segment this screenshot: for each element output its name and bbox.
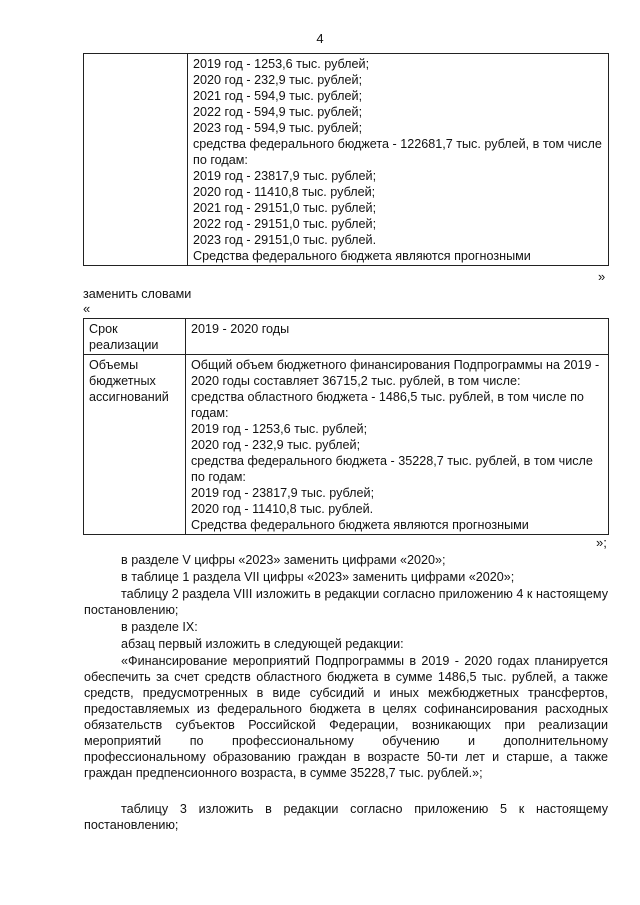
close-quote-semicolon: »; (596, 535, 607, 550)
funds-row: Общий объем бюджетного финансирования Подпрограммы на 2019 - 2020 годы составляет 36715,2 тыс. рублей, в том числе: (191, 358, 600, 388)
funds-row: 2020 год - 232,9 тыс. рублей; (191, 438, 361, 452)
paragraph-section-ix: в разделе IX: (121, 620, 198, 634)
funds-row: 2020 год - 11410,8 тыс. рублей. (191, 502, 374, 516)
old-row: 2023 год - 594,9 тыс. рублей; (193, 121, 363, 135)
old-row: Средства федерального бюджета являются прогнозными (193, 249, 531, 263)
funds-row: средства областного бюджета - 1486,5 тыс. рублей, в том числе по годам: (191, 390, 584, 420)
old-row: 2020 год - 232,9 тыс. рублей; (193, 73, 363, 87)
old-row: 2019 год - 1253,6 тыс. рублей; (193, 57, 370, 71)
old-row: 2020 год - 11410,8 тыс. рублей; (193, 185, 376, 199)
open-quote: « (83, 301, 91, 316)
paragraph-financing: «Финансирование мероприятий Подпрограммы в 2019 - 2020 годах планируется обеспечить за счет средств областного бюджета в сумме 1486,5 тыс. рублей, а также средств, предусмотренных в виде субсидий и иных межбюджетных трансфертов, предоставляемых из федерального бюджета в целях софинансирования расходных обязательств субъектов Российской Федерации, возникающих при реализации мероприятий по профессиональному обучению и дополнительному профессиональному образованию граждан в возрасте 50-ти лет и старше, а также граждан предпенсионного возраста, в сумме 35228,7 тыс. рублей.»; (84, 654, 608, 780)
old-row: средства федерального бюджета - 122681,7 тыс. рублей, в том числе по годам: (193, 137, 602, 167)
old-row: 2022 год - 594,9 тыс. рублей; (193, 105, 363, 119)
replace-words: заменить словами (83, 287, 192, 301)
funds-label-cell: Объемы бюджетных ассигнований (84, 355, 186, 535)
old-row: 2022 год - 29151,0 тыс. рублей; (193, 217, 377, 231)
paragraph-section-v: в разделе V цифры «2023» заменить цифрами «2020»; (121, 553, 446, 567)
paragraph-table-1: в таблице 1 раздела VII цифры «2023» заменить цифрами «2020»; (121, 570, 515, 584)
page-number: 4 (316, 31, 324, 46)
old-row: 2019 год - 23817,9 тыс. рублей; (193, 169, 377, 183)
paragraph-table-2: таблицу 2 раздела VIII изложить в редакции согласно приложению 4 к настоящему постановлению; (84, 587, 608, 617)
old-row: 2023 год - 29151,0 тыс. рублей. (193, 233, 377, 247)
funds-row: 2019 год - 23817,9 тыс. рублей; (191, 486, 375, 500)
funds-value-cell (186, 355, 609, 535)
funds-row: Средства федерального бюджета являются прогнозными (191, 518, 529, 532)
paragraph-table-3: таблицу 3 изложить в редакции согласно приложению 5 к настоящему постановлению; (84, 802, 608, 832)
old-table-label-cell (84, 54, 188, 266)
old-row: 2021 год - 29151,0 тыс. рублей; (193, 201, 377, 215)
funds-row: средства федерального бюджета - 35228,7 тыс. рублей, в том числе по годам: (191, 454, 593, 484)
old-table-value-cell (188, 54, 609, 266)
old-passport-table (83, 53, 609, 266)
new-passport-table (83, 318, 609, 535)
term-label-cell: Срок реализации (84, 319, 186, 355)
funds-row: 2019 год - 1253,6 тыс. рублей; (191, 422, 368, 436)
old-row: 2021 год - 594,9 тыс. рублей; (193, 89, 363, 103)
paragraph-first-abzac: абзац первый изложить в следующей редакции: (121, 637, 404, 651)
term-value-cell: 2019 - 2020 годы (186, 319, 609, 355)
close-quote: » (598, 269, 606, 284)
